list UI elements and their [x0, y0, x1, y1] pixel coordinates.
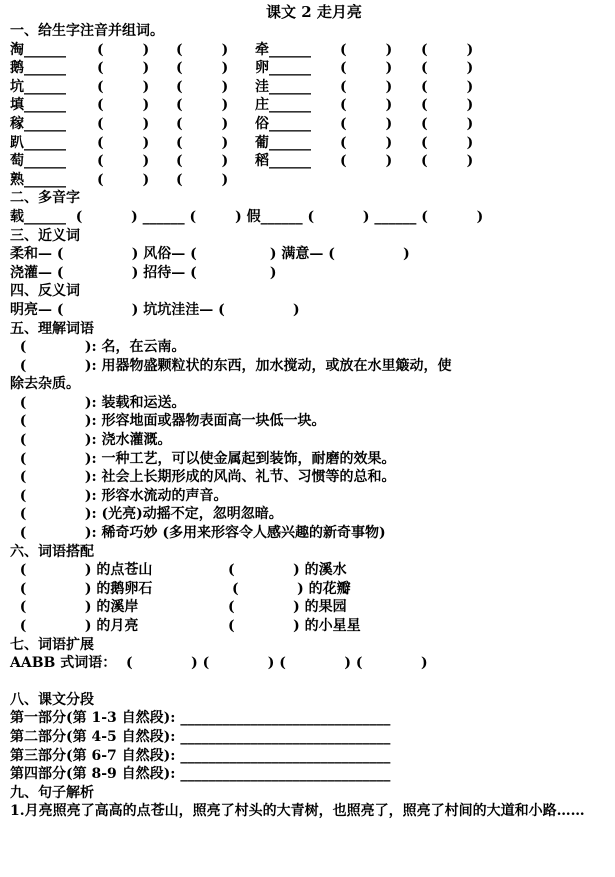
- definition-item[interactable]: ( ): 社会上长期形成的风尚、礼节、习惯等的总和。: [10, 469, 396, 486]
- collocation-right[interactable]: ( ) 的花瓣: [232, 580, 351, 597]
- char-row: [10, 134, 608, 153]
- word-blank[interactable]: ( ): [421, 153, 474, 170]
- page-title: 课文 2 走月亮: [266, 3, 362, 21]
- word-blank[interactable]: ( ): [421, 60, 474, 77]
- char-row: [10, 171, 608, 190]
- section-3-heading: 三、近义词: [10, 227, 80, 244]
- section-1-rows: [10, 41, 608, 190]
- synonym-row[interactable]: 浇灌— ( ) 招待— ( ): [10, 264, 277, 281]
- word-blank[interactable]: ( ): [176, 60, 229, 77]
- spacer: [10, 673, 608, 691]
- word-blank[interactable]: ( ): [97, 153, 150, 170]
- word-blank[interactable]: ( ): [97, 134, 150, 151]
- word-blank[interactable]: ( ): [176, 41, 229, 58]
- polyphone-row[interactable]: 载______ ( ) ______ ( ) 假______ ( ) ______ ( ): [10, 208, 484, 225]
- segment-row[interactable]: 第三部分(第 6-7 自然段): ______________________________: [10, 747, 391, 764]
- char-blank[interactable]: 稼______: [10, 115, 66, 132]
- char-blank[interactable]: 趴______: [10, 134, 66, 151]
- char-blank[interactable]: 坑______: [10, 78, 66, 95]
- char-blank[interactable]: 卵______: [255, 60, 311, 77]
- word-blank[interactable]: ( ): [97, 60, 150, 77]
- aabb-row[interactable]: AABB 式词语： ( ) ( ) ( ) ( ): [10, 655, 428, 672]
- segment-row[interactable]: 第二部分(第 4-5 自然段): ______________________________: [10, 728, 391, 745]
- collocation-left[interactable]: ( ) 的点苍山: [10, 562, 153, 579]
- char-blank[interactable]: 稻______: [255, 153, 311, 170]
- collocation-right[interactable]: ( ) 的果园: [228, 599, 347, 616]
- collocation-row: [10, 561, 608, 580]
- definition-item[interactable]: ( ): 浇水灌溉。: [10, 432, 172, 449]
- collocation-right[interactable]: ( ) 的小星星: [228, 618, 361, 634]
- section-9-heading: 九、句子解析: [10, 784, 94, 801]
- word-blank[interactable]: ( ): [340, 78, 393, 95]
- word-blank[interactable]: ( ): [421, 115, 474, 132]
- section-5-heading: 五、理解词语: [10, 320, 94, 337]
- char-blank[interactable]: 洼______: [255, 78, 311, 95]
- definition-item[interactable]: ( ): 稀奇巧妙 (多用来形容令人感兴趣的新奇事物): [10, 525, 386, 542]
- char-row: [10, 152, 608, 171]
- collocation-row: [10, 598, 608, 617]
- char-row: [10, 78, 608, 97]
- section-4-heading: 四、反义词: [10, 283, 80, 300]
- char-row: [10, 115, 608, 134]
- word-blank[interactable]: ( ): [421, 97, 474, 114]
- word-blank[interactable]: ( ): [176, 97, 229, 114]
- word-blank[interactable]: ( ): [97, 171, 150, 188]
- word-blank[interactable]: ( ): [176, 171, 229, 188]
- char-row: [10, 96, 608, 115]
- section-7-heading: 七、词语扩展: [10, 636, 94, 653]
- collocation-left[interactable]: ( ) 的鹅卵石: [10, 580, 153, 597]
- word-blank[interactable]: ( ): [340, 97, 393, 114]
- definition-item[interactable]: ( ): 形容水流动的声音。: [10, 487, 228, 504]
- word-blank[interactable]: ( ): [340, 153, 393, 170]
- collocation-row: [10, 580, 608, 599]
- section-6-heading: 六、词语搭配: [10, 543, 94, 560]
- char-blank[interactable]: 俗______: [255, 115, 311, 132]
- char-blank[interactable]: 庄______: [255, 97, 311, 114]
- definition-item[interactable]: ( ): 用器物盛颗粒状的东西，加水搅动，或放在水里簸动，使: [10, 357, 452, 374]
- synonym-row[interactable]: 柔和— ( ) 风俗— ( ) 满意— ( ): [10, 246, 410, 263]
- word-blank[interactable]: ( ): [176, 134, 229, 151]
- section-8-heading: 八、课文分段: [10, 691, 94, 708]
- collocation-left[interactable]: ( ) 的月亮: [10, 618, 139, 634]
- word-blank[interactable]: ( ): [340, 41, 393, 58]
- char-blank[interactable]: 葡______: [255, 134, 311, 151]
- word-blank[interactable]: ( ): [97, 41, 150, 58]
- section-1-heading: 一、给生字注音并组词。: [10, 23, 164, 39]
- worksheet-page: [10, 2, 608, 821]
- antonym-row[interactable]: 明亮— ( ) 坑坑洼洼— ( ): [10, 301, 300, 318]
- definition-item-continued: 除去杂质。: [10, 376, 80, 393]
- definition-item[interactable]: ( ): (光亮)动摇不定，忽明忽暗。: [10, 506, 283, 523]
- definition-item[interactable]: ( ): 一种工艺，可以使金属起到装饰，耐磨的效果。: [10, 450, 396, 467]
- word-blank[interactable]: ( ): [421, 41, 474, 58]
- definition-item[interactable]: ( ): 装载和运送。: [10, 394, 186, 411]
- section-2-heading: 二、多音字: [10, 190, 80, 207]
- word-blank[interactable]: ( ): [340, 115, 393, 132]
- definition-item[interactable]: ( ): 形容地面或器物表面高一块低一块。: [10, 413, 326, 430]
- word-blank[interactable]: ( ): [340, 60, 393, 77]
- char-blank[interactable]: 填______: [10, 97, 66, 114]
- char-blank[interactable]: 熟______: [10, 171, 66, 188]
- char-row: [10, 41, 608, 60]
- collocation-row: [10, 617, 608, 636]
- word-blank[interactable]: ( ): [421, 78, 474, 95]
- collocation-right[interactable]: ( ) 的溪水: [228, 562, 347, 579]
- char-blank[interactable]: 鹅______: [10, 60, 66, 77]
- segment-row[interactable]: 第四部分(第 8-9 自然段): ______________________________: [10, 766, 391, 783]
- word-blank[interactable]: ( ): [97, 97, 150, 114]
- char-blank[interactable]: 萄______: [10, 153, 66, 170]
- word-blank[interactable]: ( ): [176, 115, 229, 132]
- word-blank[interactable]: ( ): [97, 115, 150, 132]
- word-blank[interactable]: ( ): [176, 153, 229, 170]
- word-blank[interactable]: ( ): [421, 134, 474, 151]
- sentence-text: 1.月亮照亮了高高的点苍山，照亮了村头的大青树，也照亮了，照亮了村间的大道和小路……: [10, 803, 585, 820]
- word-blank[interactable]: ( ): [97, 78, 150, 95]
- word-blank[interactable]: ( ): [340, 134, 393, 151]
- definition-item[interactable]: ( ): 名，在云南。: [10, 339, 186, 356]
- char-blank[interactable]: 淘______: [10, 41, 66, 58]
- char-row: [10, 59, 608, 78]
- segment-row[interactable]: 第一部分(第 1-3 自然段): ______________________________: [10, 710, 391, 727]
- word-blank[interactable]: ( ): [176, 78, 229, 95]
- collocation-left[interactable]: ( ) 的溪岸: [10, 599, 139, 616]
- char-blank[interactable]: 牵______: [255, 41, 311, 58]
